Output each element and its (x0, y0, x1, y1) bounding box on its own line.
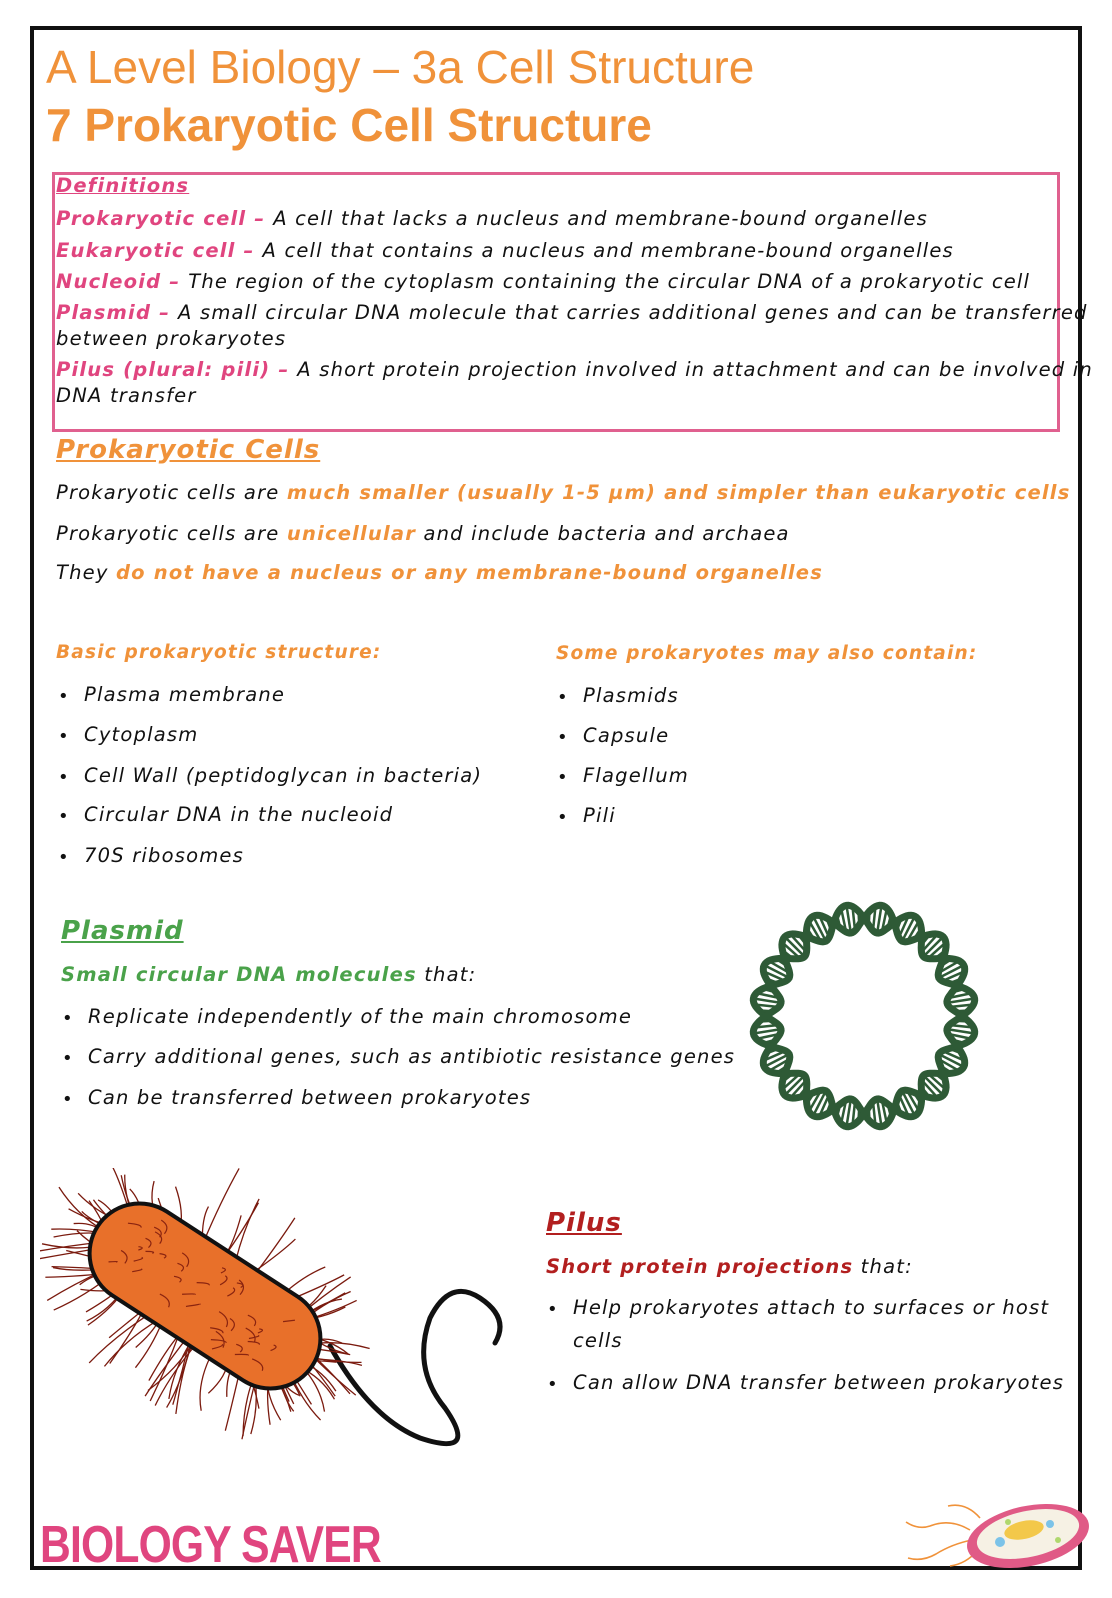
definition-term: Pilus (plural: pili) – (56, 358, 298, 381)
dna-base-pair (955, 1011, 969, 1012)
biology-saver-logo (40, 1515, 381, 1575)
plain-text: that: (416, 963, 477, 986)
bacterium-capsule (70, 1184, 339, 1407)
definition-text: A cell that contains a nucleus and membrane-bound organelles (262, 239, 954, 262)
plain-text: that: (853, 1255, 913, 1278)
bullet-icon: • (58, 726, 69, 747)
bullet-icon: • (58, 767, 69, 788)
prokaryotic-line-size (56, 481, 1071, 504)
flagella-icon (906, 1505, 980, 1566)
bullet-icon: • (62, 1048, 73, 1069)
bullet-icon: • (62, 1089, 73, 1110)
flagellum (330, 1291, 500, 1443)
definition-pilus-cont: DNA transfer (56, 384, 197, 407)
dna-base-pair (759, 1011, 773, 1012)
highlight-text: much smaller (usually 1-5 µm) and simpler than eukaryotic cells (286, 481, 1071, 504)
pilus-item: Can allow DNA transfer between prokaryotes (573, 1371, 1065, 1394)
bullet-icon: • (557, 807, 568, 828)
definition-term: Eukaryotic cell – (56, 239, 263, 262)
dna-base-pair (759, 1021, 773, 1022)
basic-structure-item: Circular DNA in the nucleoid (84, 803, 394, 826)
pilus-item: Help prokaryotes attach to surfaces or host (573, 1296, 1050, 1319)
definition-term: Plasmid – (56, 301, 179, 324)
may-contain-item: Pili (583, 804, 616, 827)
plasmid-item: Carry additional genes, such as antibiotic resistance genes (88, 1045, 736, 1068)
may-contain-item: Flagellum (583, 764, 689, 787)
definition-prokaryotic-cell (56, 207, 928, 230)
may-contain-item: Capsule (583, 724, 670, 747)
plain-text: They (56, 561, 117, 584)
plasmid-dna-ring-icon (748, 900, 980, 1132)
highlight-text: Short protein projections (546, 1255, 854, 1278)
definition-text: A cell that lacks a nucleus and membrane-bound organelles (273, 207, 928, 230)
plain-text: and include bacteria and archaea (416, 522, 790, 545)
page-title-line2: 7 Prokaryotic Cell Structure (46, 99, 652, 151)
prokaryotic-cells-heading: Prokaryotic Cells (56, 435, 321, 465)
dna-base-pair (859, 1107, 860, 1121)
cell-logo-icon (900, 1478, 1090, 1570)
bullet-icon: • (58, 847, 69, 868)
plasmid-intro (61, 963, 476, 986)
definition-text: A small circular DNA molecule that carries additional genes and can be transferred (178, 301, 1088, 324)
dna-base-pair (859, 911, 860, 925)
dna-base-pair (955, 1021, 969, 1022)
pilus-heading: Pilus (546, 1208, 622, 1238)
plasmid-heading: Plasmid (61, 916, 184, 946)
dna-base-pair (869, 1107, 870, 1121)
definition-text: A short protein projection involved in attachment and can be involved in (297, 358, 1093, 381)
bullet-icon: • (62, 1008, 73, 1029)
definition-term: Prokaryotic cell – (56, 207, 274, 230)
bullet-icon: • (58, 806, 69, 827)
definitions-heading: Definitions (56, 174, 190, 197)
bullet-icon: • (547, 1299, 558, 1320)
definition-plasmid (56, 301, 1088, 324)
highlight-text: do not have a nucleus or any membrane-bound organelles (116, 561, 824, 584)
plain-text: Prokaryotic cells are (56, 522, 287, 545)
basic-structure-heading: Basic prokaryotic structure: (56, 642, 382, 663)
pilus-intro (546, 1255, 913, 1278)
definition-term: Nucleoid – (56, 270, 189, 293)
definition-text: The region of the cytoplasm containing the circular DNA of a prokaryotic cell (188, 270, 1031, 293)
bullet-icon: • (547, 1374, 558, 1395)
plain-text: Prokaryotic cells are (56, 481, 287, 504)
prokaryotic-line-nucleus (56, 561, 823, 584)
plasmid-item: Replicate independently of the main chromosome (88, 1005, 633, 1028)
dna-base-pair (869, 911, 870, 925)
logo-text: IOLOGY SAVER (69, 1516, 381, 1574)
basic-structure-item: Cytoplasm (84, 723, 199, 746)
prokaryotic-line-unicellular (56, 522, 790, 545)
plasmid-item: Can be transferred between prokaryotes (88, 1086, 532, 1109)
may-contain-heading: Some prokaryotes may also contain: (556, 643, 978, 664)
pilus-item-cont: cells (573, 1329, 623, 1352)
definition-pilus (56, 358, 1093, 381)
basic-structure-item: 70S ribosomes (84, 844, 244, 867)
definition-eukaryotic-cell (56, 239, 954, 262)
bullet-icon: • (58, 686, 69, 707)
page-title-line1: A Level Biology – 3a Cell Structure (46, 41, 755, 93)
basic-structure-item: Cell Wall (peptidoglycan in bacteria) (84, 764, 483, 787)
definition-nucleoid (56, 270, 1030, 293)
bullet-icon: • (557, 767, 568, 788)
may-contain-item: Plasmids (583, 684, 679, 707)
basic-structure-item: Plasma membrane (84, 683, 286, 706)
bullet-icon: • (557, 727, 568, 748)
logo-mark: B (40, 1516, 70, 1574)
bullet-icon: • (557, 687, 568, 708)
definition-plasmid-cont: between prokaryotes (56, 327, 287, 350)
bacterium-illustration-icon (40, 1168, 510, 1486)
highlight-text: Small circular DNA molecules (61, 963, 417, 986)
bacterium-body-group (40, 1168, 425, 1486)
highlight-text: unicellular (286, 522, 417, 545)
